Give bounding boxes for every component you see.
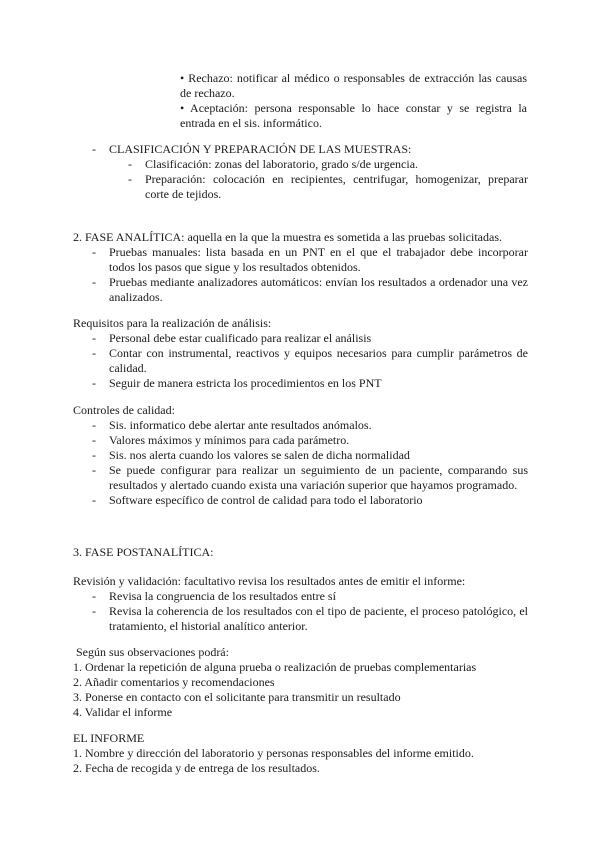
rechazo-block: [180, 71, 527, 131]
list-item: [92, 448, 528, 463]
list-item: 1. Ordenar la repetición de alguna prueba o realización de pruebas complementarias: [73, 660, 477, 674]
list-item: 4. Validar el informe: [73, 705, 173, 719]
list-item: 2. Fecha de recogida y de entrega de los resultados.: [73, 761, 320, 775]
dash-marker: -: [92, 589, 96, 603]
list-item: [92, 433, 528, 448]
list-item: [92, 589, 528, 604]
dash-marker: -: [92, 463, 96, 477]
requisitos-list: [92, 331, 528, 391]
dash-marker: -: [92, 493, 96, 507]
list-item-text: Sis. informatico debe alertar ante resultados anómalos.: [109, 418, 372, 432]
dash-marker: -: [92, 245, 96, 259]
clasificacion-list: [128, 157, 528, 202]
requisitos-title: Requisitos para la realización de análisis:: [73, 316, 272, 330]
dash-marker: -: [128, 172, 132, 186]
dash-marker: -: [92, 376, 96, 390]
controles-list: [92, 418, 528, 508]
list-item: [92, 245, 528, 275]
list-item: [92, 418, 528, 433]
list-item: [92, 463, 528, 493]
dash-marker: -: [92, 433, 96, 447]
aceptacion-item: • Aceptación: persona responsable lo hace constar y se registra la entrada en el sis. informático.: [180, 101, 527, 130]
informe-title: EL INFORME: [73, 731, 145, 745]
dash-marker: -: [92, 346, 96, 360]
list-item-text: Pruebas mediante analizadores automáticos: envían los resultados a ordenador una vez analizados.: [109, 275, 528, 304]
rechazo-item: • Rechazo: notificar al médico o responsables de extracción las causas de rechazo.: [180, 71, 527, 100]
list-item: 2. Añadir comentarios y recomendaciones: [73, 675, 275, 689]
list-item: [92, 346, 528, 376]
list-item: [92, 331, 528, 346]
clasificacion-title: CLASIFICACIÓN Y PREPARACIÓN DE LAS MUESTRAS:: [109, 142, 412, 156]
list-item-text: Contar con instrumental, reactivos y equipos necesarios para cumplir parámetros de calidad.: [109, 346, 528, 375]
observaciones-list: [73, 660, 543, 720]
revision-list: [92, 589, 528, 634]
list-item-text: Preparación: colocación en recipientes, centrifugar, homogenizar, preparar corte de tejidos.: [145, 172, 528, 201]
list-item: 3. Ponerse en contacto con el solicitante para transmitir un resultado: [73, 690, 401, 704]
list-item: [92, 275, 528, 305]
list-item: [92, 493, 528, 508]
revision-title: Revisión y validación: facultativo revisa los resultados antes de emitir el informe:: [73, 574, 466, 588]
fase-analitica-title: 2. FASE ANALÍTICA: aquella en la que la muestra es sometida a las pruebas solicitadas.: [73, 230, 502, 244]
list-item: 1. Nombre y dirección del laboratorio y personas responsables del informe emitido.: [73, 746, 474, 760]
clasificacion-heading: [92, 142, 532, 157]
list-item-text: Valores máximos y mínimos para cada parámetro.: [109, 433, 350, 447]
fase-postanalitica-title: 3. FASE POSTANALÍTICA:: [73, 545, 214, 559]
list-item-text: Software específico de control de calidad para todo el laboratorio: [109, 493, 423, 507]
dash-marker: -: [92, 604, 96, 618]
list-item-text: Clasificación: zonas del laboratorio, grado s/de urgencia.: [145, 157, 419, 171]
dash-marker: -: [92, 418, 96, 432]
dash-marker: -: [128, 157, 132, 171]
list-item: [128, 157, 528, 172]
list-item-text: Revisa la coherencia de los resultados con el tipo de paciente, el proceso patológico, el tratamiento, el historial analítico anterior.: [109, 604, 528, 633]
fase-analitica-list: [92, 245, 528, 305]
list-item: [128, 172, 528, 202]
dash-marker: -: [92, 448, 96, 462]
informe-list: [73, 746, 543, 776]
list-item-text: Sis. nos alerta cuando los valores se salen de dicha normalidad: [109, 448, 410, 462]
dash-marker: -: [92, 275, 96, 289]
list-item-text: Personal debe estar cualificado para realizar el análisis: [109, 331, 372, 345]
dash-marker: -: [92, 331, 96, 345]
observaciones-title: Según sus observaciones podrá:: [73, 645, 229, 659]
list-item-text: Revisa la congruencia de los resultados entre sí: [109, 589, 336, 603]
list-item: [92, 376, 528, 391]
clasificacion-section: [92, 142, 532, 157]
list-item-text: Se puede configurar para realizar un seguimiento de un paciente, comparando sus resultados y alertado cuando exista una variación superior que hayamos programado.: [109, 463, 528, 492]
list-item-text: Seguir de manera estricta los procedimientos en los PNT: [109, 376, 382, 390]
controles-title: Controles de calidad:: [73, 403, 175, 417]
dash-marker: -: [92, 142, 96, 156]
list-item-text: Pruebas manuales: lista basada en un PNT en el que el trabajador debe incorporar todos los pasos que sigue y los resultados obtenidos.: [109, 245, 528, 274]
list-item: [92, 604, 528, 634]
